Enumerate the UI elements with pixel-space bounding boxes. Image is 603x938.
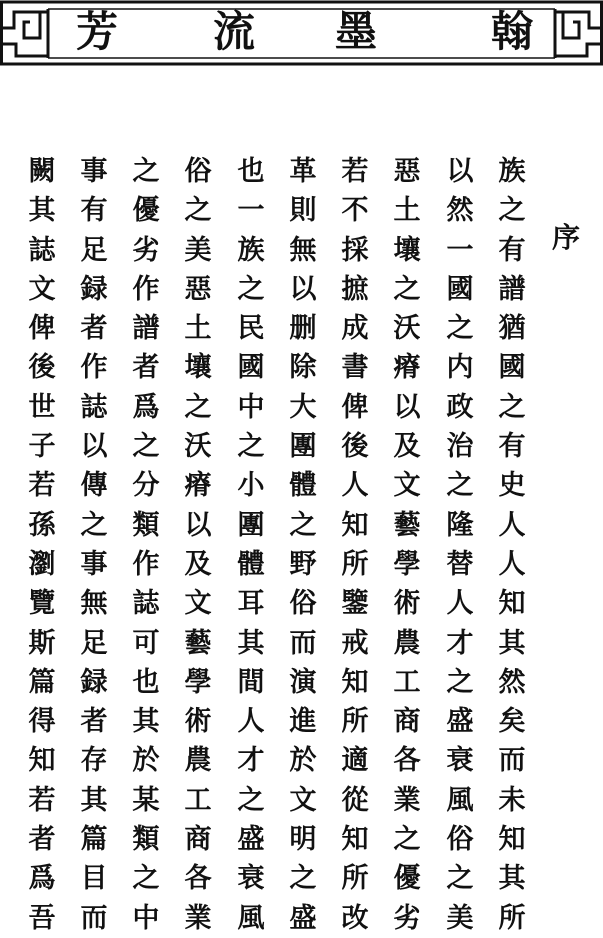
text-char: 斯	[28, 627, 56, 659]
text-char: 瘠	[393, 352, 421, 384]
text-char: 盛	[446, 706, 474, 738]
text-char: 之	[132, 431, 160, 463]
text-char: 間	[237, 666, 265, 698]
text-char: 一	[446, 234, 474, 266]
text-column	[20, 152, 64, 938]
text-char: 所	[498, 902, 526, 934]
text-char: 録	[80, 666, 108, 698]
text-char: 野	[289, 548, 317, 580]
text-char: 若	[28, 470, 56, 502]
text-char: 而	[289, 627, 317, 659]
text-char: 才	[446, 627, 474, 659]
text-char: 可	[132, 627, 160, 659]
text-char: 藝	[184, 627, 212, 659]
text-char: 者	[28, 824, 56, 856]
text-char: 之	[132, 863, 160, 895]
text-char: 惡	[184, 273, 212, 305]
text-char: 風	[237, 902, 265, 934]
text-char: 俾	[28, 313, 56, 345]
text-char: 中	[132, 902, 160, 934]
text-char: 所	[341, 863, 369, 895]
text-char: 術	[184, 706, 212, 738]
banner-char-2: 墨	[334, 7, 377, 56]
text-char: 以	[80, 431, 108, 463]
text-char: 政	[446, 391, 474, 423]
text-char: 者	[132, 352, 160, 384]
text-char: 傳	[80, 470, 108, 502]
text-char: 子	[28, 431, 56, 463]
text-char: 學	[393, 548, 421, 580]
text-char: 所	[341, 548, 369, 580]
text-char: 後	[341, 431, 369, 463]
banner-char-4: 芳	[75, 7, 118, 56]
text-char: 誌	[28, 234, 56, 266]
text-char: 其	[28, 195, 56, 227]
text-column	[229, 152, 273, 938]
text-char: 而	[498, 745, 526, 777]
text-char: 革	[289, 156, 317, 187]
text-char: 之	[289, 509, 317, 541]
text-char: 足	[80, 234, 108, 266]
text-char: 民	[237, 313, 265, 345]
text-char: 工	[393, 666, 421, 698]
text-char: 其	[498, 627, 526, 659]
text-char: 俗	[446, 824, 474, 856]
text-char: 得	[28, 706, 56, 738]
text-char: 其	[237, 627, 265, 659]
text-char: 商	[393, 706, 421, 738]
left-fret-ornament	[2, 9, 49, 58]
preface-heading: 序	[551, 221, 580, 254]
text-char: 以	[446, 156, 474, 187]
text-char: 之	[237, 784, 265, 816]
text-char: 則	[289, 195, 317, 227]
text-char: 隆	[446, 509, 474, 541]
text-char: 篇	[28, 666, 56, 698]
text-char: 目	[80, 863, 108, 895]
text-char: 各	[393, 745, 421, 777]
banner-char-3: 流	[212, 7, 255, 56]
text-char: 作	[80, 352, 108, 384]
text-char: 知	[498, 824, 526, 856]
text-char: 沃	[184, 431, 212, 463]
text-char: 商	[184, 824, 212, 856]
text-char: 之	[237, 431, 265, 463]
text-column	[333, 152, 377, 938]
text-char: 一	[237, 195, 265, 227]
text-char: 之	[80, 509, 108, 541]
text-char: 譜	[132, 313, 160, 345]
text-char: 人	[446, 588, 474, 620]
text-char: 族	[498, 156, 526, 187]
text-column	[281, 152, 325, 938]
text-char: 摭	[341, 273, 369, 305]
text-char: 體	[237, 548, 265, 580]
text-char: 及	[393, 431, 421, 463]
text-column	[385, 152, 429, 938]
text-char: 盛	[289, 902, 317, 934]
text-char: 書	[341, 352, 369, 384]
text-char: 闕	[28, 156, 56, 187]
text-char: 其	[498, 863, 526, 895]
text-char: 誌	[80, 391, 108, 423]
text-char: 人	[498, 509, 526, 541]
text-char: 國	[237, 352, 265, 384]
text-char: 者	[80, 313, 108, 345]
text-char: 優	[132, 195, 160, 227]
text-char: 之	[446, 313, 474, 345]
text-char: 族	[237, 234, 265, 266]
text-char: 也	[237, 156, 265, 187]
text-char: 存	[80, 745, 108, 777]
text-char: 吾	[28, 902, 56, 934]
title-banner	[0, 0, 603, 68]
text-char: 知	[341, 509, 369, 541]
text-char: 之	[289, 863, 317, 895]
text-char: 團	[237, 509, 265, 541]
text-char: 劣	[132, 234, 160, 266]
text-char: 之	[237, 273, 265, 305]
text-char: 演	[289, 666, 317, 698]
text-char: 作	[132, 548, 160, 580]
text-char: 劣	[393, 902, 421, 934]
text-char: 無	[80, 588, 108, 620]
text-char: 於	[289, 745, 317, 777]
text-char: 文	[393, 470, 421, 502]
text-char: 國	[498, 352, 526, 384]
text-char: 農	[393, 627, 421, 659]
text-char: 誌	[132, 588, 160, 620]
text-char: 成	[341, 313, 369, 345]
right-fret-ornament	[555, 9, 602, 58]
text-char: 人	[237, 706, 265, 738]
text-char: 無	[289, 234, 317, 266]
text-char: 盛	[237, 824, 265, 856]
text-char: 有	[498, 431, 526, 463]
text-char: 爲	[28, 863, 56, 895]
text-char: 人	[341, 470, 369, 502]
text-char: 改	[341, 902, 369, 934]
text-char: 國	[446, 273, 474, 305]
text-char: 録	[80, 273, 108, 305]
text-char: 之	[184, 391, 212, 423]
text-char: 農	[184, 745, 212, 777]
text-char: 瀏	[28, 548, 56, 580]
text-char: 史	[498, 470, 526, 502]
text-char: 俾	[341, 391, 369, 423]
text-char: 採	[341, 234, 369, 266]
text-char: 土	[393, 195, 421, 227]
text-char: 矣	[498, 706, 526, 738]
text-char: 者	[80, 706, 108, 738]
text-char: 術	[393, 588, 421, 620]
text-char: 類	[132, 824, 160, 856]
text-char: 然	[446, 195, 474, 227]
text-char: 所	[341, 706, 369, 738]
text-char: 之	[446, 470, 474, 502]
text-char: 文	[184, 588, 212, 620]
text-char: 分	[132, 470, 160, 502]
text-char: 爲	[132, 391, 160, 423]
text-char: 俗	[184, 156, 212, 187]
text-char: 美	[446, 902, 474, 934]
text-char: 藝	[393, 509, 421, 541]
text-char: 猶	[498, 313, 526, 345]
text-char: 適	[341, 745, 369, 777]
text-char: 工	[184, 784, 212, 816]
text-char: 其	[80, 784, 108, 816]
text-char: 文	[28, 273, 56, 305]
text-char: 之	[446, 666, 474, 698]
text-char: 才	[237, 745, 265, 777]
text-char: 未	[498, 784, 526, 816]
text-char: 替	[446, 548, 474, 580]
text-char: 有	[498, 234, 526, 266]
text-char: 事	[80, 548, 108, 580]
text-char: 内	[446, 352, 474, 384]
text-char: 譜	[498, 273, 526, 305]
text-char: 業	[184, 902, 212, 934]
text-char: 知	[341, 666, 369, 698]
text-char: 之	[132, 156, 160, 187]
text-char: 小	[237, 470, 265, 502]
text-char: 之	[498, 195, 526, 227]
text-char: 中	[237, 391, 265, 423]
text-column	[490, 152, 534, 938]
text-char: 作	[132, 273, 160, 305]
text-char: 明	[289, 824, 317, 856]
text-char: 戒	[341, 627, 369, 659]
text-column	[72, 152, 116, 938]
text-char: 删	[289, 313, 317, 345]
text-char: 除	[289, 352, 317, 384]
text-char: 土	[184, 313, 212, 345]
text-char: 團	[289, 431, 317, 463]
text-char: 不	[341, 195, 369, 227]
text-char: 之	[393, 273, 421, 305]
text-char: 及	[184, 548, 212, 580]
text-char: 若	[28, 784, 56, 816]
text-char: 於	[132, 745, 160, 777]
text-char: 足	[80, 627, 108, 659]
banner-char-1: 翰	[490, 7, 533, 56]
text-char: 美	[184, 234, 212, 266]
text-char: 治	[446, 431, 474, 463]
text-char: 之	[184, 195, 212, 227]
text-char: 各	[184, 863, 212, 895]
text-char: 知	[28, 745, 56, 777]
text-char: 體	[289, 470, 317, 502]
text-char: 大	[289, 391, 317, 423]
text-char: 文	[289, 784, 317, 816]
text-char: 若	[341, 156, 369, 187]
text-char: 鑒	[341, 588, 369, 620]
text-char: 也	[132, 666, 160, 698]
text-char: 之	[446, 863, 474, 895]
text-char: 風	[446, 784, 474, 816]
text-char: 知	[498, 588, 526, 620]
text-char: 事	[80, 156, 108, 187]
text-char: 之	[393, 824, 421, 856]
text-char: 覽	[28, 588, 56, 620]
text-char: 瘠	[184, 470, 212, 502]
text-char: 衰	[446, 745, 474, 777]
text-char: 其	[132, 706, 160, 738]
text-char: 有	[80, 195, 108, 227]
text-char: 優	[393, 863, 421, 895]
text-char: 業	[393, 784, 421, 816]
text-char: 從	[341, 784, 369, 816]
text-char: 壤	[184, 352, 212, 384]
text-char: 以	[184, 509, 212, 541]
text-char: 以	[393, 391, 421, 423]
text-char: 篇	[80, 824, 108, 856]
text-char: 壤	[393, 234, 421, 266]
text-char: 耳	[237, 588, 265, 620]
text-char: 俗	[289, 588, 317, 620]
text-column	[124, 152, 168, 938]
text-char: 知	[341, 824, 369, 856]
text-column	[176, 152, 220, 938]
text-char: 惡	[393, 156, 421, 187]
text-char: 世	[28, 391, 56, 423]
text-char: 沃	[393, 313, 421, 345]
text-column	[438, 152, 482, 938]
text-char: 人	[498, 548, 526, 580]
text-char: 類	[132, 509, 160, 541]
text-char: 學	[184, 666, 212, 698]
text-char: 孫	[28, 509, 56, 541]
text-char: 之	[498, 391, 526, 423]
text-char: 後	[28, 352, 56, 384]
text-char: 衰	[237, 863, 265, 895]
text-char: 而	[80, 902, 108, 934]
text-char: 某	[132, 784, 160, 816]
text-char: 以	[289, 273, 317, 305]
text-char: 進	[289, 706, 317, 738]
text-char: 然	[498, 666, 526, 698]
